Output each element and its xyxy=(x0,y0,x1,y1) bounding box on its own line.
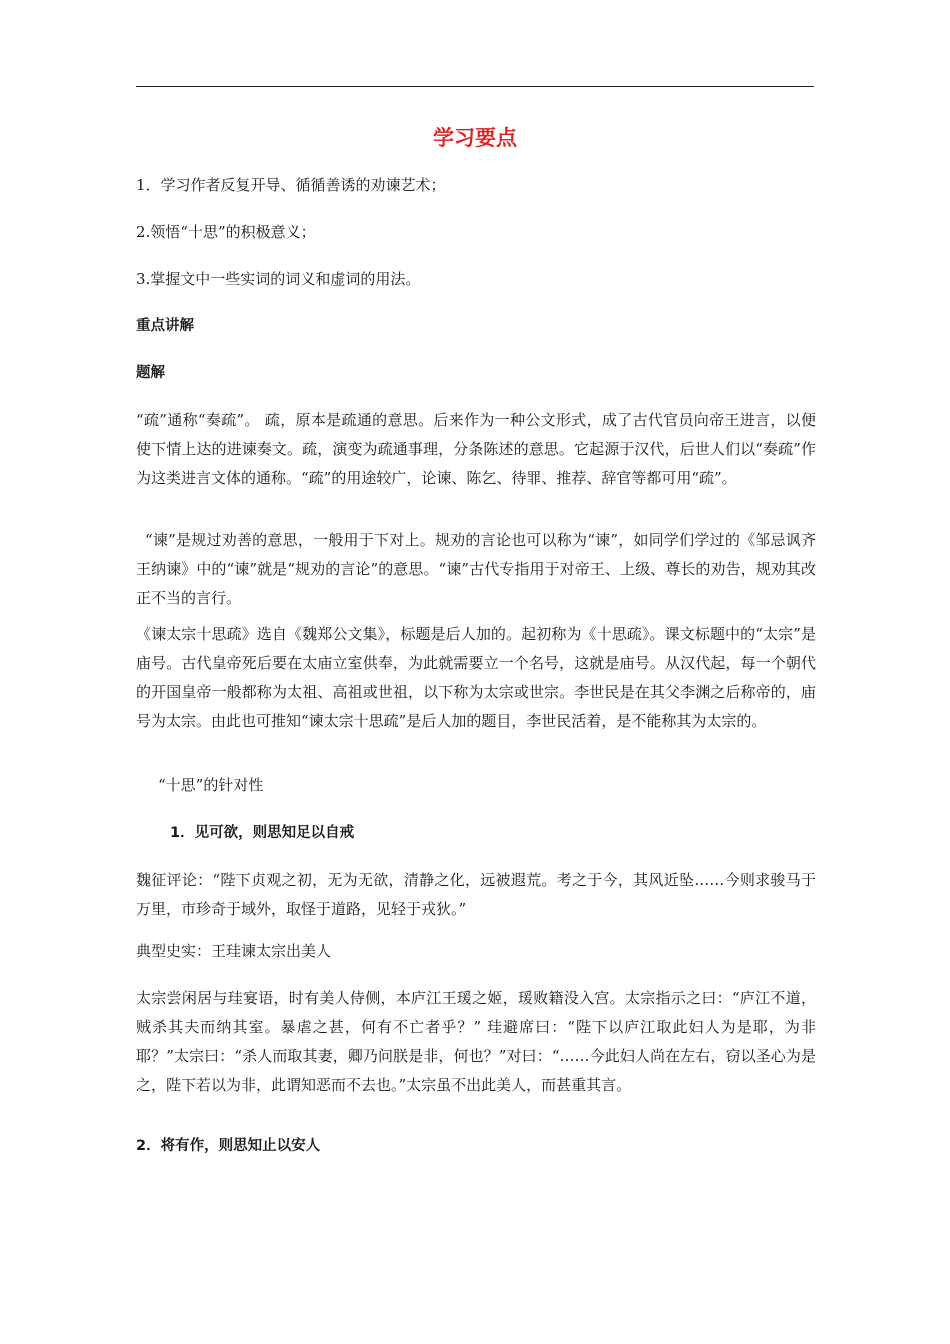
objective-2: 2.领悟“十思”的积极意义； xyxy=(136,223,316,241)
paragraph-jian: “谏”是规过劝善的意思，一般用于下对上。规劝的言论也可以称为“谏”，如同学们学过的《邹忌讽齐王纳谏》中的“谏”就是“规劝的言论”的意思。“谏”古代专指用于对帝王、上级、尊长的劝告，规劝其改正不当的言行。 xyxy=(136,531,816,607)
page-title: 学习要点 xyxy=(433,126,517,150)
sub-heading: 题解 xyxy=(136,365,165,381)
story-paragraph: 太宗尝闲居与珪宴语，时有美人侍侧，本庐江王瑗之姬，瑗败籍没入宫。太宗指示之曰：“庐江不道，贼杀其夫而纳其室。暴虐之甚，何有不亡者乎？” 珪避席曰：“陛下以庐江取此妇人为是耶，为非耶？”太宗曰：“杀人而取其妻，卿乃问朕是非，何也？”对曰：“……今此妇人尚在左右，窃以圣心为是之，陛下若以为非，此谓知恶而不去也。”太宗虽不出此美人，而甚重其言。 xyxy=(136,989,816,1094)
paragraph-title-origin: 《谏太宗十思疏》选自《魏郑公文集》，标题是后人加的。起初称为《十思疏》。课文标题中的“太宗”是庙号。古代皇帝死后要在太庙立室供奉，为此就需要立一个名号，这就是庙号。从汉代起，每一个朝代的开国皇帝一般都称为太祖、高祖或世祖，以下称为太宗或世宗。李世民是在其父李渊之后称帝的，庙号为太宗。由此也可推知“谏太宗十思疏”是后人加的题目，李世民活着，是不能称其为太宗的。 xyxy=(136,625,816,730)
example-label: 典型史实：王珪谏太宗出美人 xyxy=(136,942,332,960)
top-rule xyxy=(136,86,814,87)
point-1-heading: 1．见可欲，则思知足以自戒 xyxy=(170,825,355,841)
point-2-heading: 2．将有作，则思知止以安人 xyxy=(136,1138,321,1154)
paragraph-shu: “疏”通称“奏疏”。 疏，原本是疏通的意思。后来作为一种公文形式，成了古代官员向帝王进言，以便使下情上达的进谏奏文。疏，演变为疏通事理，分条陈述的意思。它起源于汉代，后世人们以“奏疏”作为这类进言文体的通称。“疏”的用途较广，论谏、陈乞、待罪、推荐、辞官等都可用“疏”。 xyxy=(136,411,816,487)
section-heading: 重点讲解 xyxy=(136,318,194,334)
objective-1: 1．学习作者反复开导、循循善诱的劝谏艺术； xyxy=(136,176,446,194)
shisi-heading: “十思”的针对性 xyxy=(158,776,264,794)
weizheng-comment: 魏征评论：“陛下贞观之初，无为无欲，清静之化，远被遐荒。考之于今，其风近坠……今则求骏马于万里，市珍奇于域外，取怪于道路，见轻于戎狄。” xyxy=(136,871,816,918)
objective-3: 3.掌握文中一些实词的词义和虚词的用法。 xyxy=(136,270,421,288)
